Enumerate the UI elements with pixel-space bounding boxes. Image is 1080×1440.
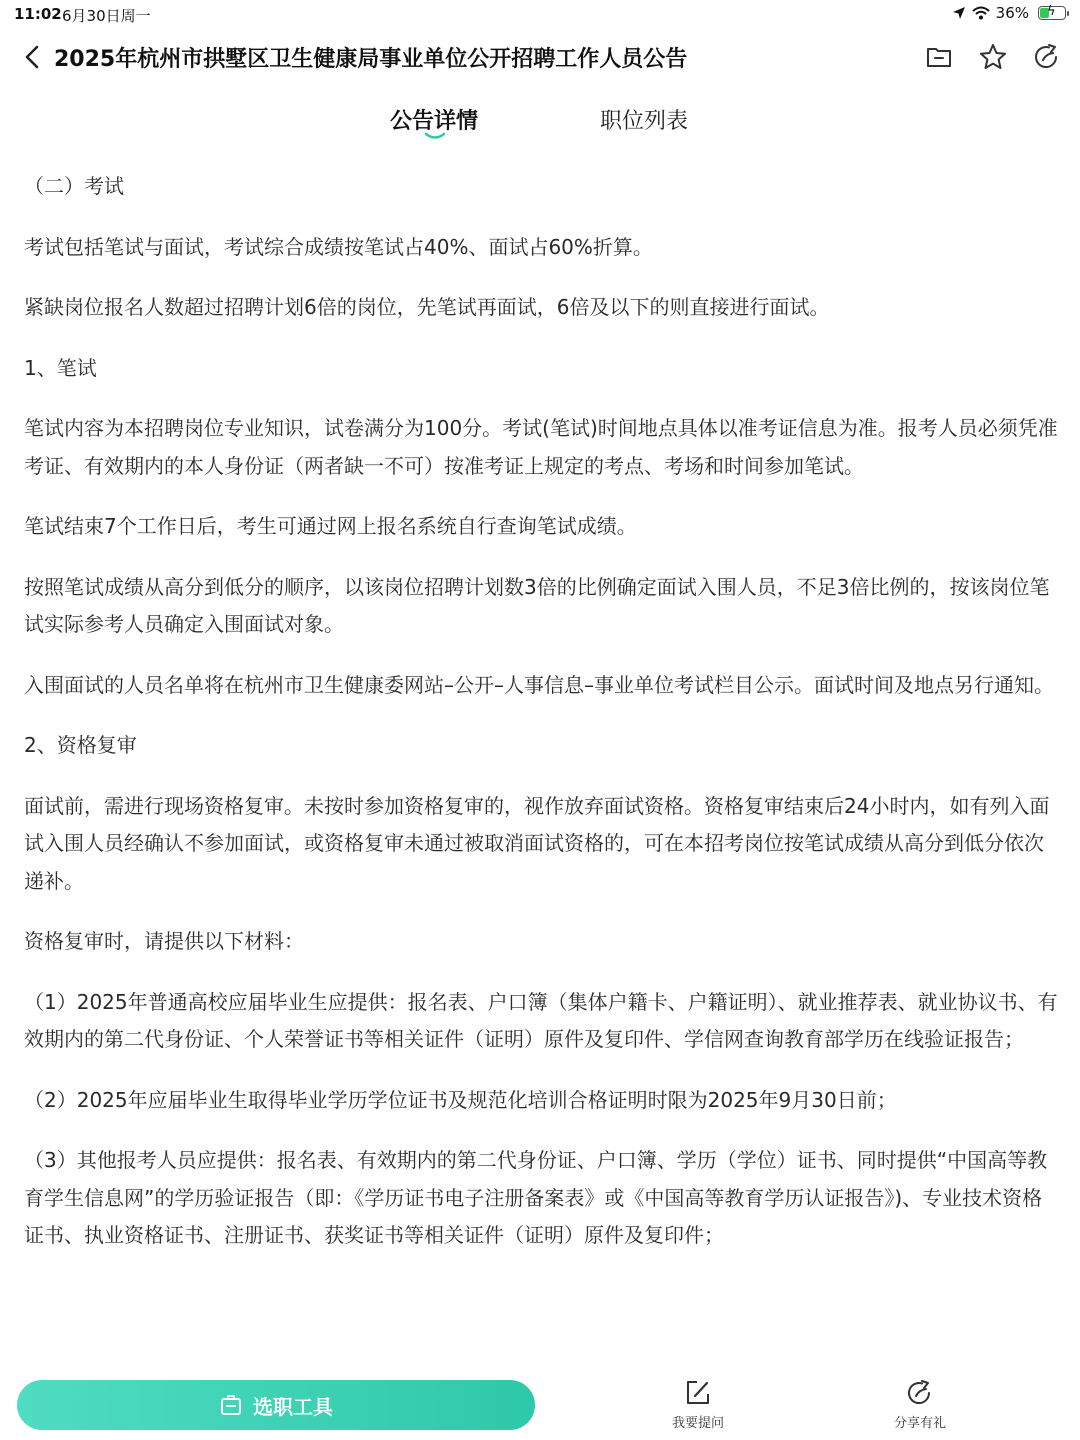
share-icon xyxy=(905,1378,935,1408)
battery-percent: 36% xyxy=(995,4,1029,22)
page-title: 2025年杭州市拱墅区卫生健康局事业单位公开招聘工作人员公告 xyxy=(54,47,688,72)
active-tab-indicator xyxy=(424,132,446,140)
article-paragraph: （二）考试 xyxy=(24,174,124,198)
article-paragraph: 面试前，需进行现场资格复审。未按时参加资格复审的，视作放弃面试资格。资格复审结束后24小时内，如有列入面试入围人员经确认不参加面试，或资格复审未通过被取消面试资格的，可在本招考岗位按笔试成绩从高分到低分依次递补。 xyxy=(24,793,1050,893)
article-paragraph: 1、笔试 xyxy=(24,355,97,380)
share-reward-label: 分享有礼 xyxy=(893,1416,946,1431)
status-bar xyxy=(0,0,1080,28)
article-paragraph: （3）其他报考人员应提供：报名表、有效期内的第二代身份证、户口簿、学历（学位）证书、同时提供“中国高等教育学生信息网”的学历验证报告（即：《学历证书电子注册备案表》或《中国高等教育学历认证报告》)、专业技术资格证书、执业资格证书、注册证书、获奖证书等相关证件（证明）原件及复印件； xyxy=(24,1148,1048,1247)
bottom-bar xyxy=(0,1370,1080,1440)
battery-icon xyxy=(1038,6,1066,20)
job-selection-tool-button[interactable] xyxy=(17,1380,535,1430)
share-icon[interactable] xyxy=(1032,42,1062,72)
tab-bar xyxy=(0,98,1080,142)
toolbox-icon xyxy=(219,1393,243,1417)
article-paragraph: 笔试内容为本招聘岗位专业知识，试卷满分为100分。考试(笔试)时间地点具体以准考证信息为准。报考人员必须凭准考证、有效期内的本人身份证（两者缺一不可）按准考证上规定的考点、考场和时间参加笔试。 xyxy=(24,416,1058,478)
status-time: 11:02 xyxy=(14,5,62,23)
article-paragraph: 2、资格复审 xyxy=(24,733,137,757)
article-paragraph: 笔试结束7个工作日后，考生可通过网上报名系统自行查询笔试成绩。 xyxy=(24,514,637,538)
tab-announcement-details[interactable]: 公告详情 xyxy=(390,109,479,134)
article-paragraph: 考试包括笔试与面试，考试综合成绩按笔试占40%、面试占60%折算。 xyxy=(24,234,653,259)
article-paragraph: 按照笔试成绩从高分到低分的顺序，以该岗位招聘计划数3倍的比例确定面试入围人员，不足3倍比例的，按该岗位笔试实际参考人员确定入围面试对象。 xyxy=(24,574,1050,636)
article-content xyxy=(24,168,1060,1278)
article-paragraph: 资格复审时，请提供以下材料： xyxy=(24,929,304,953)
status-right xyxy=(952,4,1066,22)
article-paragraph: 入围面试的人员名单将在杭州市卫生健康委网站–公开–人事信息–事业单位考试栏目公示。面试时间及地点另行通知。 xyxy=(24,672,1054,697)
tab-position-list[interactable]: 职位列表 xyxy=(600,109,689,134)
article-paragraph: 紧缺岗位报名人数超过招聘计划6倍的岗位，先笔试再面试，6倍及以下的则直接进行面试。 xyxy=(24,295,830,319)
star-icon[interactable] xyxy=(978,42,1008,72)
folder-icon[interactable] xyxy=(924,42,954,72)
nav-bar xyxy=(0,32,1080,82)
ask-question-button[interactable] xyxy=(648,1378,748,1431)
nav-actions xyxy=(924,42,1062,72)
edit-icon xyxy=(683,1378,713,1408)
job-selection-tool-label: 选职工具 xyxy=(253,1394,333,1419)
wifi-icon xyxy=(972,6,990,20)
status-date: 6月30日周一 xyxy=(62,7,151,25)
location-icon xyxy=(952,6,966,20)
back-icon[interactable] xyxy=(20,44,46,70)
charging-bolt-icon: ϟ xyxy=(1047,4,1056,19)
share-reward-button[interactable] xyxy=(870,1378,970,1431)
ask-question-label: 我要提问 xyxy=(671,1416,724,1431)
article-paragraph: （1）2025年普通高校应届毕业生应提供：报名表、户口簿（集体户籍卡、户籍证明）、就业推荐表、就业协议书、有效期内的第二代身份证、个人荣誉证书等相关证件（证明）原件及复印件、学信网查询教育部学历在线验证报告； xyxy=(24,989,1058,1051)
article-paragraph: （2）2025年应届毕业生取得毕业学历学位证书及规范化培训合格证明时限为2025年9月30日前； xyxy=(24,1087,897,1112)
